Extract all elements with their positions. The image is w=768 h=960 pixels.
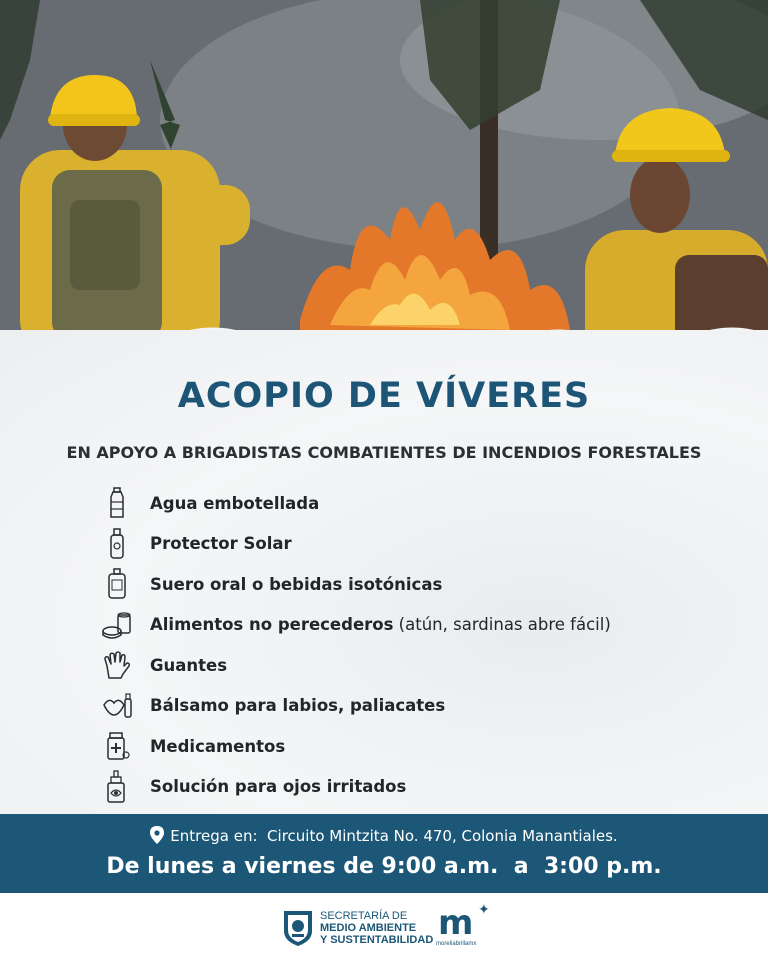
delivery-info-banner — [0, 814, 768, 893]
list-item — [100, 605, 720, 646]
water-bottle-icon — [100, 486, 134, 520]
list-item — [100, 767, 720, 808]
star-icon: ✦ — [478, 901, 490, 917]
list-item-note: (atún, sardinas abre fácil) — [393, 615, 611, 635]
list-item-label: Guantes — [150, 655, 228, 675]
list-item-label: Agua embotellada — [150, 493, 320, 513]
list-item-label: Solución para ojos irritados — [150, 777, 407, 797]
footer — [0, 893, 768, 960]
glove-icon — [100, 648, 134, 682]
secretaria-logo-text: SECRETARÍA DE MEDIO AMBIENTE Y SUSTENTABILIDAD — [320, 910, 434, 946]
list-item — [100, 686, 720, 727]
morelia-logo-tag: moreliabrillamx — [436, 941, 477, 947]
list-item-label: Bálsamo para labios, paliacates — [150, 696, 446, 716]
isotonic-drink-icon — [100, 567, 134, 601]
medicine-icon — [100, 729, 134, 763]
list-item — [100, 726, 720, 767]
list-item-label: Alimentos no perecederos (atún, sardinas abre fácil) — [150, 615, 611, 635]
delivery-address-line — [0, 826, 768, 848]
list-item-label: Medicamentos — [150, 736, 286, 756]
canned-food-icon — [100, 608, 134, 642]
location-pin-icon — [150, 826, 164, 848]
delivery-prefix: Entrega en: — [170, 827, 258, 845]
list-item — [100, 645, 720, 686]
morelia-logo-mark: m — [438, 903, 474, 943]
list-item-label: Protector Solar — [150, 534, 292, 554]
list-item — [100, 564, 720, 605]
list-item — [100, 524, 720, 565]
delivery-address: Circuito Mintzita No. 470, Colonia Manantiales. — [267, 827, 618, 845]
page-subtitle: EN APOYO A BRIGADISTAS COMBATIENTES DE INCENDIOS FORESTALES — [66, 443, 702, 462]
eye-drops-icon — [100, 770, 134, 804]
delivery-schedule: De lunes a viernes de 9:00 a.m. a 3:00 p.m. — [106, 854, 662, 879]
page-title: ACOPIO DE VÍVERES — [177, 376, 591, 416]
lip-balm-icon — [100, 689, 134, 723]
supplies-list — [100, 483, 720, 807]
morelia-logo — [436, 901, 496, 953]
list-item-label: Suero oral o bebidas isotónicas — [150, 574, 443, 594]
government-seal-logo — [280, 907, 316, 947]
sunscreen-icon — [100, 527, 134, 561]
list-item — [100, 483, 720, 524]
